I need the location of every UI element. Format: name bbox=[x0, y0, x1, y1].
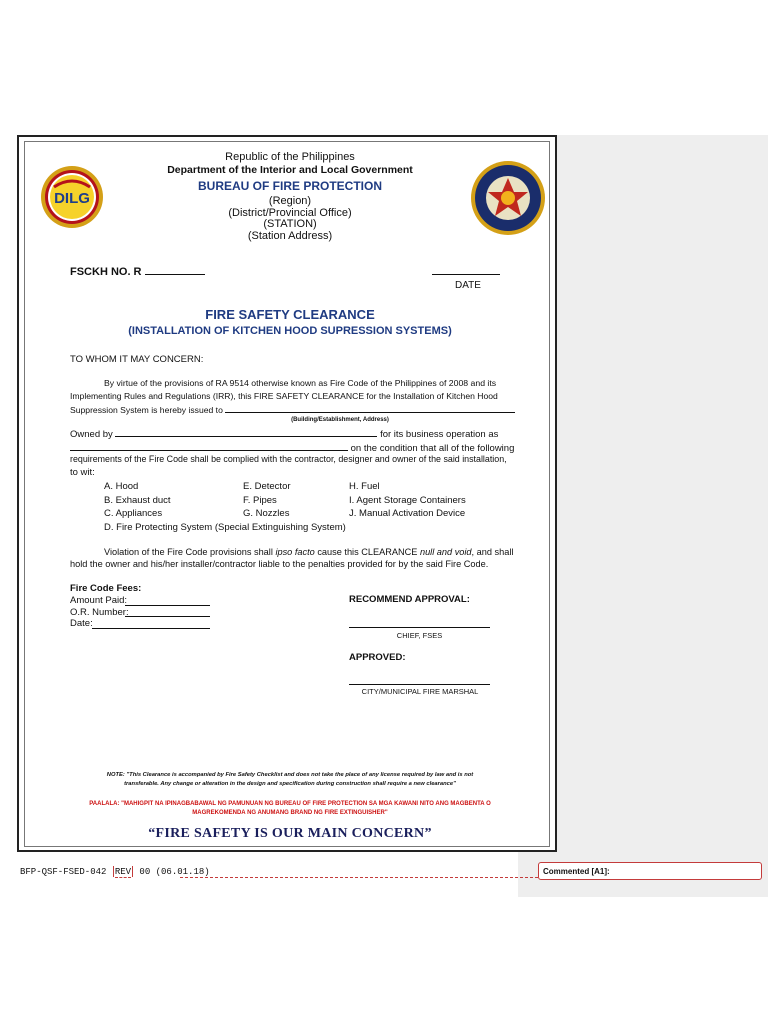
comment-label: Commented [A1]: bbox=[543, 867, 610, 876]
note-block bbox=[40, 771, 540, 789]
bfp-seal-icon bbox=[470, 160, 546, 236]
requirements-line: requirements of the Fire Code shall be complied with the contractor, designer and owner of the said installation, bbox=[70, 454, 507, 464]
item-c: C. Appliances bbox=[104, 508, 163, 519]
paalala-line1: PAALALA: "MAHIGPIT NA IPINAGBABAWAL NG PAMUNUAN NG BUREAU OF FIRE PROTECTION SA MGA KAWANI NITO ANG MAGBENTA O bbox=[89, 801, 491, 807]
null-and-void: null and void bbox=[419, 547, 472, 557]
to-wit-line: to wit: bbox=[70, 467, 95, 478]
business-field[interactable] bbox=[70, 440, 348, 451]
republic-line: Republic of the Philippines bbox=[225, 151, 355, 163]
document-title: FIRE SAFETY CLEARANCE bbox=[205, 307, 375, 322]
form-code-rev: 00 (06.01.18) bbox=[134, 866, 210, 877]
owner-field[interactable] bbox=[115, 426, 377, 437]
fsckh-number-row bbox=[70, 264, 205, 278]
motto: “FIRE SAFETY IS OUR MAIN CONCERN” bbox=[148, 826, 432, 841]
item-f: F. Pipes bbox=[243, 494, 277, 506]
document-subtitle: (INSTALLATION OF KITCHEN HOOD SUPRESSION SYSTEMS) bbox=[128, 325, 452, 337]
fee-date-label: Date: bbox=[70, 618, 93, 629]
date-label: DATE bbox=[455, 280, 481, 291]
paalala-line2: MAGREKOMENDA NG ANUMANG BRAND NG FIRE EXTINGUISHER" bbox=[192, 810, 388, 816]
para1-line3 bbox=[70, 402, 515, 418]
ipso-facto: ipso facto bbox=[275, 547, 315, 557]
or-number-field[interactable] bbox=[125, 616, 210, 617]
chief-fses-label: CHIEF, FSES bbox=[396, 631, 443, 640]
dilg-seal-icon bbox=[40, 165, 104, 229]
violation-text-e: , and shall bbox=[471, 547, 514, 557]
station-line: (STATION) bbox=[263, 218, 317, 230]
chief-signature-line[interactable] bbox=[349, 627, 490, 628]
recommend-approval-label: RECOMMEND APPROVAL: bbox=[349, 594, 470, 605]
note-line1: NOTE: "This Clearance is accompanied by Fire Safety Checklist and does not take the place of any license required by law and is not bbox=[106, 772, 474, 778]
items-col1 bbox=[104, 480, 346, 534]
issued-to-text: Suppression System is hereby issued to bbox=[70, 405, 223, 415]
condition-text: on the condition that all of the following bbox=[350, 443, 515, 454]
or-number-label: O.R. Number: bbox=[70, 606, 129, 618]
amount-paid-label: Amount Paid: bbox=[70, 595, 128, 606]
svg-text:DILG: DILG bbox=[54, 190, 90, 207]
note-line2: transferable. Any change or alteration in the design and specification during construction shall require a new clearance" bbox=[124, 781, 456, 787]
items-col2 bbox=[243, 480, 291, 521]
item-g: G. Nozzles bbox=[243, 508, 290, 519]
salutation: TO WHOM IT MAY CONCERN: bbox=[70, 354, 204, 365]
amount-paid-field[interactable] bbox=[125, 605, 210, 606]
paalala-block bbox=[40, 800, 540, 818]
item-b: B. Exhaust duct bbox=[104, 494, 171, 506]
items-col3 bbox=[349, 480, 466, 521]
item-h: H. Fuel bbox=[349, 481, 380, 492]
region-line: (Region) bbox=[268, 195, 312, 207]
fees-title: Fire Code Fees: bbox=[70, 583, 142, 594]
para1-line2: Implementing Rules and Regulations (IRR), this FIRE SAFETY CLEARANCE for the Installation of Kitchen Hood bbox=[70, 391, 498, 401]
fire-marshal-label: CITY/MUNICIPAL FIRE MARSHAL bbox=[361, 687, 479, 696]
fsckh-number-field[interactable] bbox=[145, 264, 205, 275]
comment-connector-line bbox=[180, 877, 538, 878]
form-code-id: BFP-QSF-FSED-042 bbox=[20, 866, 112, 877]
violation-text-a: Violation of the Fire Code provisions shall bbox=[104, 547, 276, 557]
text-cursor bbox=[113, 866, 114, 877]
business-label: for its business operation as bbox=[380, 429, 499, 440]
violation-text-c: cause this CLEARANCE bbox=[314, 547, 420, 557]
rev-highlight[interactable]: REV bbox=[114, 866, 132, 877]
owned-by-label: Owned by bbox=[70, 429, 113, 440]
violation-line2: hold the owner and his/her installer/contractor liable to the penalties provided for by the said Fire Code. bbox=[70, 559, 489, 569]
item-d: D. Fire Protecting System (Special Extinguishing System) bbox=[104, 521, 346, 533]
form-code bbox=[20, 866, 210, 877]
fees-block bbox=[70, 595, 129, 630]
fsckh-label: FSCKH NO. R bbox=[70, 266, 142, 278]
date-field[interactable] bbox=[432, 262, 500, 275]
marshal-signature-line[interactable] bbox=[349, 684, 490, 685]
bureau-line: BUREAU OF FIRE PROTECTION bbox=[197, 179, 382, 193]
item-e: E. Detector bbox=[243, 481, 291, 492]
item-i: I. Agent Storage Containers bbox=[349, 494, 466, 506]
comment-balloon[interactable] bbox=[538, 862, 762, 880]
station-address-line: (Station Address) bbox=[247, 230, 333, 242]
fee-date-field[interactable] bbox=[92, 628, 210, 629]
issued-to-field[interactable] bbox=[225, 402, 515, 413]
item-a: A. Hood bbox=[104, 481, 139, 492]
department-line: Department of the Interior and Local Government bbox=[167, 164, 413, 176]
item-j: J. Manual Activation Device bbox=[349, 508, 466, 519]
approved-label: APPROVED: bbox=[349, 652, 406, 663]
para1-line1: By virtue of the provisions of RA 9514 otherwise known as Fire Code of the Philippines of 2008 and its bbox=[104, 378, 497, 388]
building-caption: (Building/Establishment, Address) bbox=[291, 417, 389, 423]
district-line: (District/Provincial Office) bbox=[228, 207, 352, 219]
comment-anchor bbox=[132, 866, 133, 877]
